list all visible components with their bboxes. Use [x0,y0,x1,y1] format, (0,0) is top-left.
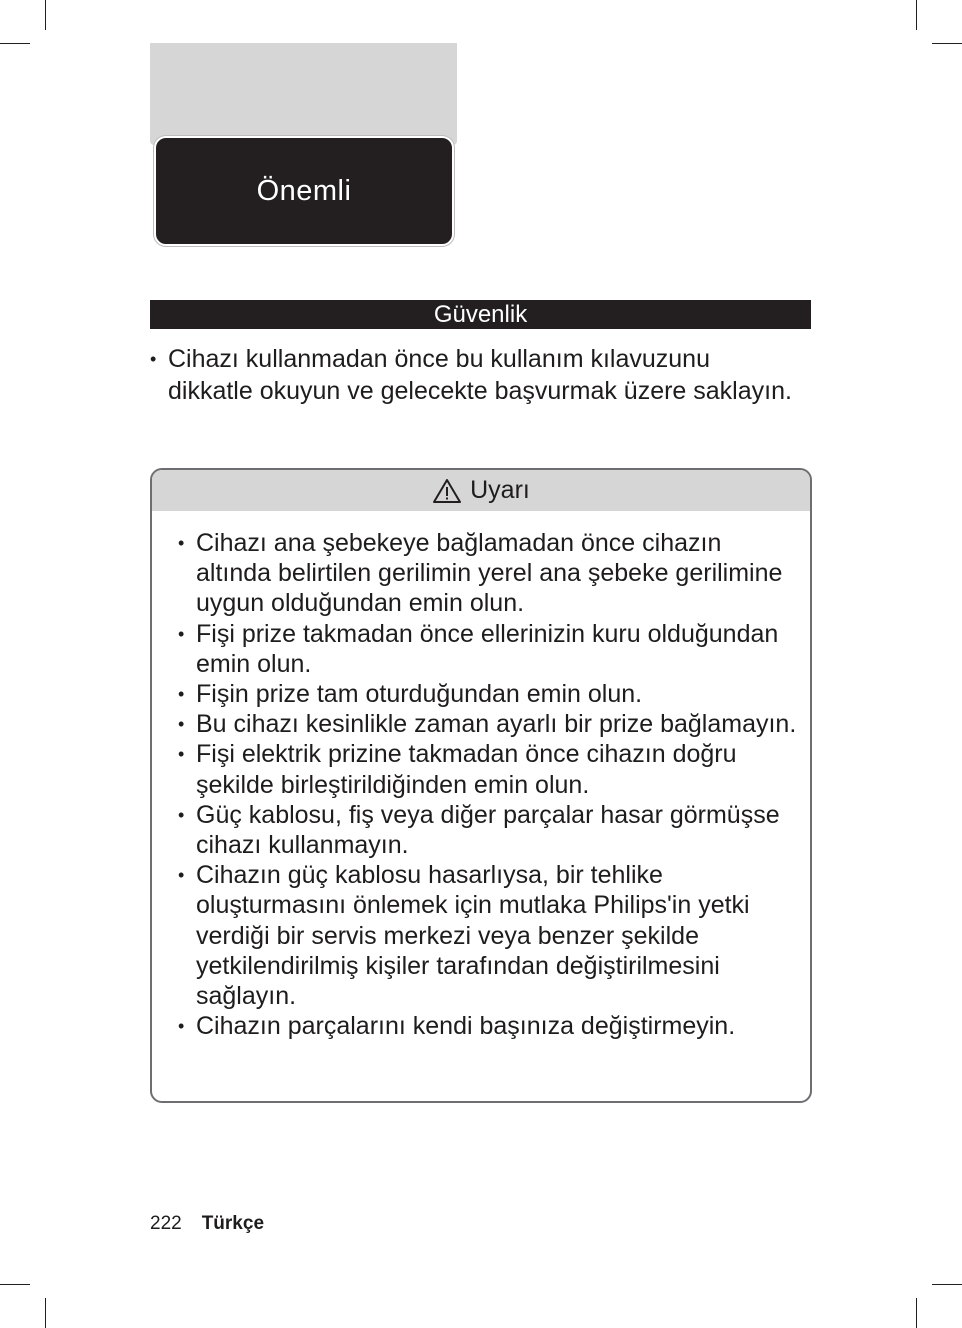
crop-mark [932,1284,962,1285]
bullet: • [150,349,157,369]
list-item-text: Cihazın parçalarını kendi başınıza değiştirmeyin. [196,1012,736,1041]
list-item-text: Bu cihazı kesinlikle zaman ayarlı bir prize bağlamayın. [196,710,797,739]
warning-icon [432,478,462,504]
warning-title: Uyarı [470,476,530,504]
warning-box [150,468,812,1103]
list-item-text: Cihazın güç kablosu hasarlıysa, bir tehlike oluşturmasını önlemek için mutlaka Philips'in yetki verdiği bir servis merkezi veya benzer şekilde yetkilendirilmiş kişiler tarafından değiştirilmesini sağlayın. [196,861,750,1011]
crop-mark [932,43,962,44]
section-title: Güvenlik [433,301,528,328]
warning-list [178,528,803,1041]
crop-mark [916,1298,917,1328]
section-header [150,300,811,329]
chapter-tab-label: Önemli [256,174,352,207]
list-item [178,679,803,709]
chapter-tab-background [150,43,457,145]
list-item [178,800,803,860]
list-item [178,860,803,1011]
bullet: • [178,1016,185,1037]
crop-mark [916,0,917,30]
bullet: • [178,623,185,644]
page-number: 222 [150,1213,182,1234]
list-item-text: Fişi elektrik prizine takmadan önce cihazın doğru şekilde birleştirildiğinden emin olun. [196,740,737,799]
language-label: Türkçe [201,1213,265,1234]
crop-mark [45,1298,46,1328]
list-item-text: Fişin prize tam oturduğundan emin olun. [196,680,643,709]
bullet: • [178,744,185,765]
list-item [178,739,803,799]
list-item [178,1011,803,1041]
bullet: • [178,804,185,825]
list-item [178,528,803,619]
list-item [178,619,803,679]
list-item [178,709,803,739]
bullet: • [178,533,185,553]
list-item-text: Güç kablosu, fiş veya diğer parçalar hasar görmüşse cihazı kullanmayın. [196,800,780,860]
crop-mark [0,1284,30,1285]
crop-mark [45,0,46,30]
bullet: • [178,714,185,735]
chapter-tab [154,136,454,246]
bullet: • [178,865,185,886]
warning-header [152,470,810,511]
list-item-text: Fişi prize takmadan önce ellerinizin kuru olduğundan emin olun. [196,619,779,678]
crop-mark [0,43,30,44]
bullet: • [178,684,185,705]
page-footer [150,1212,264,1236]
intro-list [150,344,800,407]
list-item [150,344,800,407]
list-item-text: Cihazı ana şebekeye bağlamadan önce cihazın altında belirtilen gerilimin yerel ana şebeke gerilimine uygun olduğundan emin olun. [196,529,783,618]
list-item-text: Cihazı kullanmadan önce bu kullanım kılavuzunu dikkatle okuyun ve gelecekte başvurmak üzere saklayın. [168,345,792,405]
